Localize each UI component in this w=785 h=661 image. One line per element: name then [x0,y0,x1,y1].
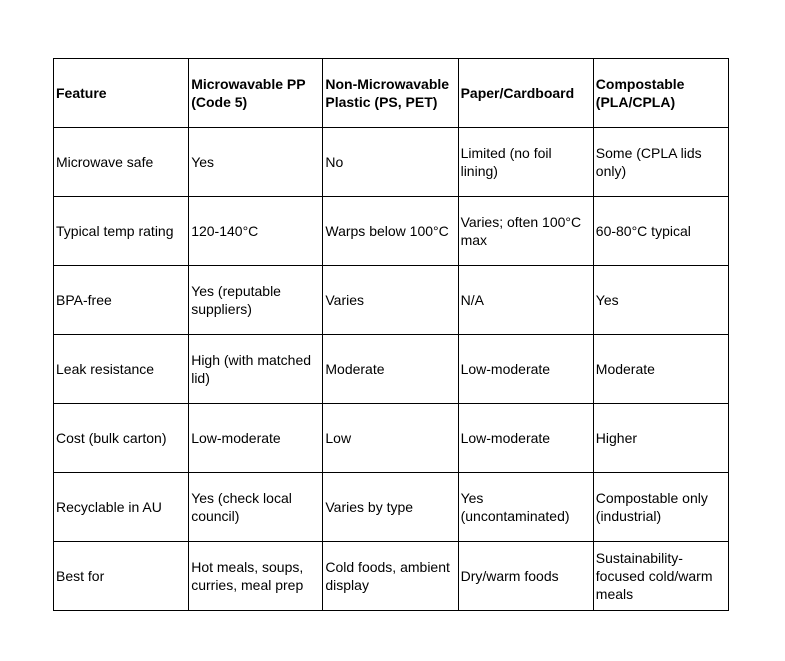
row-label: Cost (bulk carton) [54,404,189,473]
table-cell: 120-140°C [189,197,323,266]
header-cell-feature: Feature [54,59,189,128]
table-cell: Low [323,404,458,473]
table-cell: Sustainability-focused cold/warm meals [593,542,728,611]
header-row [54,59,729,128]
table-cell: Yes [189,128,323,197]
table-cell: Some (CPLA lids only) [593,128,728,197]
table-cell: High (with matched lid) [189,335,323,404]
table-row [54,128,729,197]
table-cell: Limited (no foil lining) [458,128,593,197]
table-cell: Higher [593,404,728,473]
table-row [54,266,729,335]
header-cell-paper-cardboard: Paper/Cardboard [458,59,593,128]
table-cell: Warps below 100°C [323,197,458,266]
row-label: Leak resistance [54,335,189,404]
row-label: Recyclable in AU [54,473,189,542]
table-cell: Moderate [323,335,458,404]
table-cell: Varies by type [323,473,458,542]
row-label: Microwave safe [54,128,189,197]
table-cell: Low-moderate [189,404,323,473]
table-row [54,542,729,611]
table-cell: Moderate [593,335,728,404]
table-cell: Yes (check local council) [189,473,323,542]
table-cell: Yes [593,266,728,335]
table-row [54,404,729,473]
table-cell: Varies; often 100°C max [458,197,593,266]
row-label: Best for [54,542,189,611]
header-cell-microwavable-pp: Microwavable PP (Code 5) [189,59,323,128]
table-cell: N/A [458,266,593,335]
table-cell: Cold foods, ambient display [323,542,458,611]
table-cell: Yes (reputable suppliers) [189,266,323,335]
table-cell: No [323,128,458,197]
row-label: BPA-free [54,266,189,335]
table-row [54,335,729,404]
row-label: Typical temp rating [54,197,189,266]
table-cell: 60-80°C typical [593,197,728,266]
table-row [54,197,729,266]
table-cell: Low-moderate [458,335,593,404]
table-cell: Dry/warm foods [458,542,593,611]
comparison-table [53,58,729,611]
header-cell-non-microwavable-plastic: Non-Microwavable Plastic (PS, PET) [323,59,458,128]
table-cell: Compostable only (industrial) [593,473,728,542]
table-cell: Yes (uncontaminated) [458,473,593,542]
table-cell: Varies [323,266,458,335]
table-row [54,473,729,542]
table-cell: Low-moderate [458,404,593,473]
header-cell-compostable: Compostable (PLA/CPLA) [593,59,728,128]
table-cell: Hot meals, soups, curries, meal prep [189,542,323,611]
